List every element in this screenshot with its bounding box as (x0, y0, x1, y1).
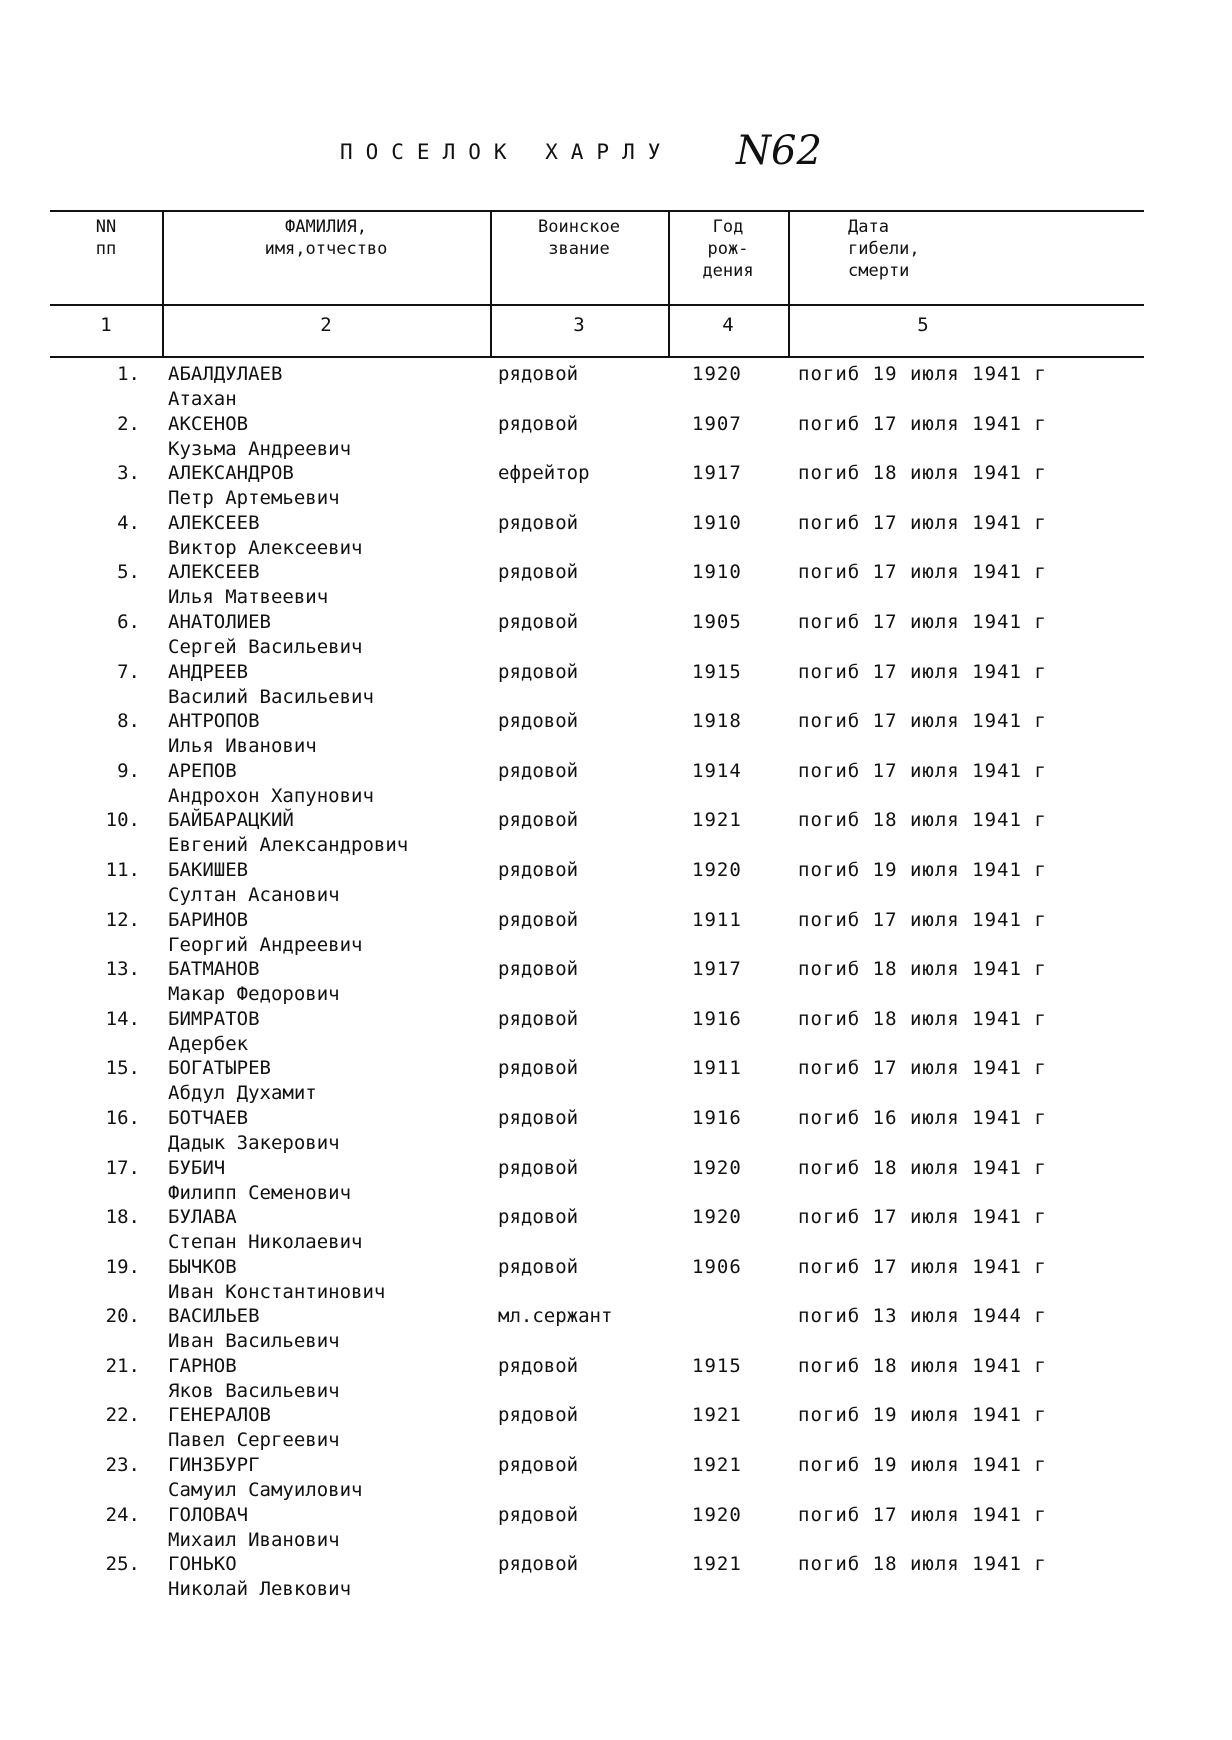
given-names: Николай Левкович (168, 1578, 352, 1601)
military-rank: ефрейтор (498, 462, 590, 485)
birth-year: 1920 (692, 1206, 742, 1229)
date-of-death: погиб 13 июля 1944 г (798, 1305, 1047, 1328)
birth-year: 1911 (692, 1057, 742, 1080)
row-number: 19. (105, 1255, 140, 1278)
date-of-death: погиб 17 июля 1941 г (798, 908, 1047, 931)
given-names: Андрохон Хапунович (168, 784, 374, 807)
surname: ГОНЬКО (168, 1553, 237, 1576)
military-rank: рядовой (498, 1206, 579, 1229)
table-row (0, 1453, 1232, 1503)
table-row (0, 1255, 1232, 1305)
row-number: 8. (117, 710, 140, 733)
table-row (0, 660, 1232, 710)
row-number: 4. (117, 511, 140, 534)
table-row (0, 1503, 1232, 1553)
birth-year: 1915 (692, 660, 742, 683)
row-number: 14. (105, 1007, 140, 1030)
military-rank: рядовой (498, 363, 579, 385)
surname: АЛЕКСАНДРОВ (168, 462, 294, 485)
surname: АЛЕКСЕЕВ (168, 561, 260, 584)
given-names: Макар Федорович (168, 983, 340, 1006)
surname: ГОЛОВАЧ (168, 1503, 249, 1526)
date-of-death: погиб 19 июля 1941 г (798, 363, 1047, 385)
row-number: 22. (105, 1404, 140, 1427)
birth-year: 1920 (692, 1503, 742, 1526)
surname: ГАРНОВ (168, 1354, 237, 1377)
surname: БАТМАНОВ (168, 958, 260, 981)
header-index: 2 (320, 314, 332, 336)
date-of-death: погиб 18 июля 1941 г (798, 1553, 1047, 1576)
birth-year: 1907 (692, 412, 742, 435)
table-row (0, 759, 1232, 809)
date-of-death: погиб 18 июля 1941 г (798, 1354, 1047, 1377)
military-rank: рядовой (498, 1553, 579, 1576)
table-body (0, 362, 1232, 1602)
date-of-death: погиб 18 июля 1941 г (798, 462, 1047, 485)
surname: БУЛАВА (168, 1206, 237, 1229)
surname: ГИНЗБУРГ (168, 1454, 260, 1477)
birth-year: 1906 (692, 1255, 742, 1278)
date-of-death: погиб 17 июля 1941 г (798, 1503, 1047, 1526)
table-row (0, 1304, 1232, 1354)
surname: АНАТОЛИЕВ (168, 610, 271, 633)
given-names: Абдул Духамит (168, 1082, 317, 1105)
table-row (0, 1056, 1232, 1106)
date-of-death: погиб 18 июля 1941 г (798, 809, 1047, 832)
row-number: 25. (105, 1553, 140, 1576)
table-row (0, 858, 1232, 908)
surname: АБАЛДУЛАЕВ (168, 363, 283, 385)
military-rank: рядовой (498, 858, 579, 881)
military-rank: мл.сержант (498, 1305, 613, 1328)
row-number: 21. (105, 1354, 140, 1377)
surname: ВАСИЛЬЕВ (168, 1305, 260, 1328)
date-of-death: погиб 17 июля 1941 г (798, 1057, 1047, 1080)
row-number: 2. (117, 412, 140, 435)
military-rank: рядовой (498, 1503, 579, 1526)
given-names: Адербек (168, 1032, 249, 1055)
military-rank: рядовой (498, 759, 579, 782)
given-names: Степан Николаевич (168, 1231, 363, 1254)
given-names: Дадык Закерович (168, 1131, 340, 1154)
surname: ГЕНЕРАЛОВ (168, 1404, 271, 1427)
date-of-death: погиб 16 июля 1941 г (798, 1106, 1047, 1129)
military-rank: рядовой (498, 958, 579, 981)
table-row (0, 362, 1232, 412)
military-rank: рядовой (498, 908, 579, 931)
surname: АРЕПОВ (168, 759, 237, 782)
header-index: 3 (573, 314, 585, 336)
table-row (0, 1403, 1232, 1453)
birth-year: 1920 (692, 363, 742, 385)
birth-year: 1921 (692, 1404, 742, 1427)
military-rank: рядовой (498, 561, 579, 584)
birth-year: 1918 (692, 710, 742, 733)
given-names: Иван Константинович (168, 1280, 386, 1303)
given-names: Филипп Семенович (168, 1181, 352, 1204)
given-names: Михаил Иванович (168, 1528, 340, 1551)
given-names: Павел Сергеевич (168, 1429, 340, 1452)
row-number: 5. (117, 561, 140, 584)
table-row (0, 1156, 1232, 1206)
date-of-death: погиб 17 июля 1941 г (798, 1206, 1047, 1229)
birth-year: 1916 (692, 1007, 742, 1030)
birth-year: 1921 (692, 1553, 742, 1576)
birth-year: 1916 (692, 1106, 742, 1129)
military-rank: рядовой (498, 1404, 579, 1427)
surname: БИМРАТОВ (168, 1007, 260, 1030)
date-of-death: погиб 17 июля 1941 г (798, 1255, 1047, 1278)
military-rank: рядовой (498, 412, 579, 435)
date-of-death: погиб 18 июля 1941 г (798, 958, 1047, 981)
surname: БЫЧКОВ (168, 1255, 237, 1278)
birth-year: 1915 (692, 1354, 742, 1377)
row-number: 12. (105, 908, 140, 931)
table-row (0, 1354, 1232, 1404)
given-names: Петр Артемьевич (168, 487, 340, 510)
birth-year: 1914 (692, 759, 742, 782)
military-rank: рядовой (498, 1007, 579, 1030)
birth-year: 1917 (692, 958, 742, 981)
table-row (0, 610, 1232, 660)
birth-year: 1921 (692, 809, 742, 832)
date-of-death: погиб 17 июля 1941 г (798, 710, 1047, 733)
given-names: Василий Васильевич (168, 685, 374, 708)
given-names: Илья Иванович (168, 735, 317, 758)
surname: АЛЕКСЕЕВ (168, 511, 260, 534)
surname: БУБИЧ (168, 1156, 226, 1179)
birth-year: 1911 (692, 908, 742, 931)
table-row (0, 709, 1232, 759)
table-row (0, 560, 1232, 610)
row-number: 15. (105, 1057, 140, 1080)
row-number: 17. (105, 1156, 140, 1179)
row-number: 9. (117, 759, 140, 782)
surname: АНДРЕЕВ (168, 660, 249, 683)
military-rank: рядовой (498, 1354, 579, 1377)
header-col-name: ФАМИЛИЯ, имя,отчество (264, 217, 388, 259)
handwritten-number: N62 (736, 128, 822, 174)
military-rank: рядовой (498, 809, 579, 832)
table-row (0, 1106, 1232, 1156)
header-col-number: NN пп (95, 217, 117, 259)
given-names: Евгений Александрович (168, 834, 409, 857)
table-row (0, 908, 1232, 958)
military-rank: рядовой (498, 660, 579, 683)
row-number: 10. (105, 809, 140, 832)
header-col-year: Год рож- дения (702, 217, 754, 281)
row-number: 20. (105, 1305, 140, 1328)
table-header (50, 210, 1144, 358)
row-number: 18. (105, 1206, 140, 1229)
date-of-death: погиб 19 июля 1941 г (798, 1454, 1047, 1477)
military-rank: рядовой (498, 1106, 579, 1129)
given-names: Илья Матвеевич (168, 586, 329, 609)
birth-year: 1917 (692, 462, 742, 485)
header-col-rank: Воинское звание (538, 217, 620, 259)
row-number: 7. (117, 660, 140, 683)
row-number: 13. (105, 958, 140, 981)
header-col-death: Дата гибели, смерти (848, 217, 920, 281)
surname: АКСЕНОВ (168, 412, 249, 435)
given-names: Самуил Самуилович (168, 1479, 363, 1502)
date-of-death: погиб 17 июля 1941 г (798, 610, 1047, 633)
surname: БАКИШЕВ (168, 858, 249, 881)
table-row (0, 1205, 1232, 1255)
birth-year: 1910 (692, 561, 742, 584)
surname: АНТРОПОВ (168, 710, 260, 733)
header-index: 4 (722, 314, 734, 336)
page-title (340, 140, 673, 164)
given-names: Сергей Васильевич (168, 635, 363, 658)
date-of-death: погиб 18 июля 1941 г (798, 1156, 1047, 1179)
given-names: Яков Васильевич (168, 1379, 340, 1402)
given-names: Иван Васильевич (168, 1330, 340, 1353)
surname: БАЙБАРАЦКИЙ (168, 809, 294, 832)
row-number: 23. (105, 1454, 140, 1477)
row-number: 1. (117, 363, 140, 385)
birth-year: 1920 (692, 858, 742, 881)
row-number: 16. (105, 1106, 140, 1129)
military-rank: рядовой (498, 710, 579, 733)
table-row (0, 808, 1232, 858)
header-mid-line (50, 304, 1144, 306)
row-number: 6. (117, 610, 140, 633)
header-top-line (50, 210, 1144, 212)
birth-year: 1921 (692, 1454, 742, 1477)
given-names: Виктор Алексеевич (168, 536, 363, 559)
title-text: ПОСЕЛОК ХАРЛУ (340, 140, 674, 164)
header-index: 5 (917, 314, 929, 336)
military-rank: рядовой (498, 1255, 579, 1278)
date-of-death: погиб 17 июля 1941 г (798, 759, 1047, 782)
military-rank: рядовой (498, 1156, 579, 1179)
surname: БОГАТЫРЕВ (168, 1057, 271, 1080)
given-names: Султан Асанович (168, 883, 340, 906)
date-of-death: погиб 18 июля 1941 г (798, 1007, 1047, 1030)
given-names: Атахан (168, 388, 237, 410)
table-row (0, 511, 1232, 561)
row-number: 11. (105, 858, 140, 881)
table-row (0, 957, 1232, 1007)
table-row (0, 461, 1232, 511)
birth-year: 1920 (692, 1156, 742, 1179)
row-number: 3. (117, 462, 140, 485)
row-number: 24. (105, 1503, 140, 1526)
date-of-death: погиб 19 июля 1941 г (798, 858, 1047, 881)
given-names: Георгий Андреевич (168, 933, 363, 956)
surname: БАРИНОВ (168, 908, 249, 931)
date-of-death: погиб 17 июля 1941 г (798, 561, 1047, 584)
military-rank: рядовой (498, 511, 579, 534)
date-of-death: погиб 17 июля 1941 г (798, 660, 1047, 683)
table-row (0, 412, 1232, 462)
given-names: Кузьма Андреевич (168, 437, 352, 460)
table-row (0, 1007, 1232, 1057)
birth-year: 1905 (692, 610, 742, 633)
surname: БОТЧАЕВ (168, 1106, 249, 1129)
military-rank: рядовой (498, 610, 579, 633)
date-of-death: погиб 17 июля 1941 г (798, 412, 1047, 435)
table-row (0, 1552, 1232, 1602)
header-bottom-line (50, 356, 1144, 358)
military-rank: рядовой (498, 1057, 579, 1080)
birth-year: 1910 (692, 511, 742, 534)
header-index: 1 (100, 314, 112, 336)
date-of-death: погиб 19 июля 1941 г (798, 1404, 1047, 1427)
date-of-death: погиб 17 июля 1941 г (798, 511, 1047, 534)
military-rank: рядовой (498, 1454, 579, 1477)
